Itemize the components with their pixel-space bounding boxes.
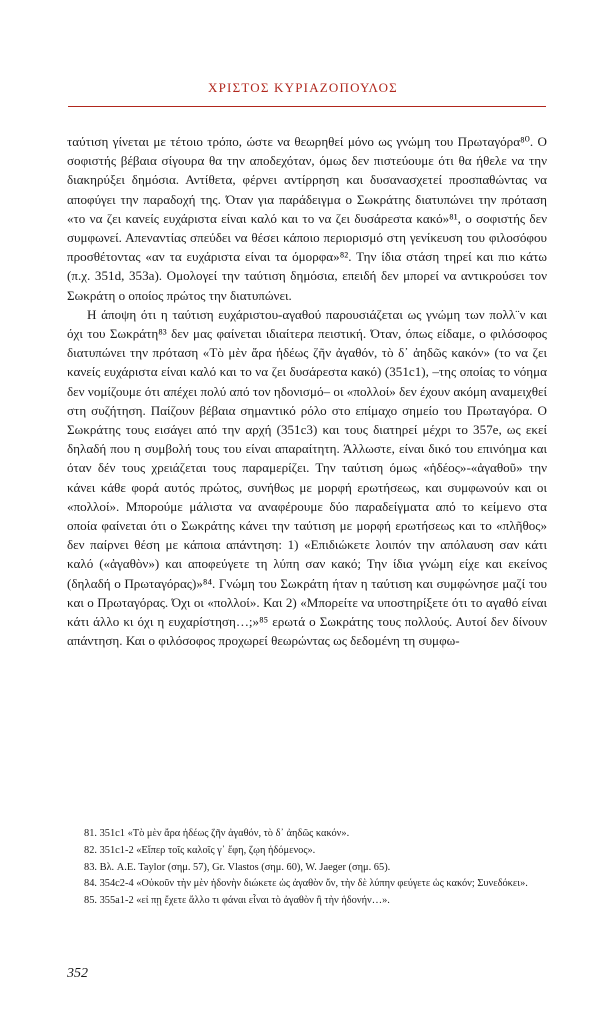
- header-rule: [68, 106, 546, 107]
- footnote-81: 81. 351c1 «Τὸ μὲν ἄρα ἡδέως ζῆν ἀγαθόν, τὸ δ᾿ ἀηδῶς κακόν».: [84, 828, 350, 839]
- paragraph-1: ταύτιση γίνεται με τέτοιο τρόπο, ώστε να θεωρηθεί μόνο ως γνώμη του Πρωταγόρα⁸⁰. Ο σοφιστής βέβαια σίγουρα θα την αποδεχόταν, όμως δεν πιστεύουμε ότι θα ήθελε να την διακηρύξει δημόσια. Αντίθετα, φέρνει αντίρρηση και δυσανασχετεί προσπαθώντας να αποφύγει την παραδοχή της. Όταν για παράδειγμα ο Σωκράτης διατυπώνει την πρόταση «το να ζει κανείς ευχάριστα είναι καλό και το να ζει δυσάρεστα κακό»⁸¹, ο σοφιστής δεν συμφωνεί. Απεναντίας σπεύδει να θέσει κάποιο περιορισμό στη γενίκευση του φιλοσόφου προσθέτοντας «αν τα ευχάριστα είναι τα όμορφα»⁸². Την ίδια στάση τηρεί και πιο κάτω (π.χ. 351d, 353a). Ομολογεί την ταύτιση δημόσια, επειδή δεν μπορεί να αντικρούσει τον Σωκράτη ο οποίος πρώτος την διατυπώνει.: [67, 134, 547, 303]
- footnotes: [67, 826, 547, 910]
- running-head: ΧΡΙΣΤΟΣ ΚΥΡΙΑΖΟΠΟΥΛΟΣ: [208, 80, 398, 95]
- footnote-83: 83. Βλ. A.E. Taylor (σημ. 57), Gr. Vlastos (σημ. 60), W. Jaeger (σημ. 65).: [84, 861, 391, 873]
- footnote-82: 82. 351c1-2 «Εἴπερ τοῖς καλοῖς γ᾿ ἔφη, ζῳη ἡδόμενος».: [84, 844, 316, 856]
- main-text: [67, 132, 547, 650]
- footnote-85: 85. 355a1-2 «εἰ πῃ ἔχετε ἄλλο τι φάναι εἶναι τὸ ἀγαθὸν ἢ τὴν ἡδονήν…».: [84, 895, 390, 907]
- paragraph-2: Η άποψη ότι η ταύτιση ευχάριστου-αγαθού παρουσιάζεται ως γνώμη των πολλ¨ν και όχι του Σωκράτη⁸³ δεν μας φαίνεται ιδιαίτερα πειστική. Όταν, όπως είδαμε, ο φιλόσοφος διατυπώνει την πρόταση «Τὸ μὲν ἄρα ἡδέως ζῆν ἀγαθόν, τὸ δ᾿ ἀηδῶς κακόν» (το να ζει κανείς ευχάριστα είναι καλό και το να ζει δυσάρεστα κακό) (351c1), –της οποίας το νόημα δεν νομίζουμε ότι απέχει πολύ από τον ηδονισμό– οι «πολλοί» δεν έχουν ακόμη αναμειχθεί στη συζήτηση. Παίζουν βέβαια σημαντικό ρόλο στο επίμαχο σημείο του Πρωταγόρα. Ο Σωκράτης τους εισάγει από την αρχή (351c3) και τους διατηρεί μέχρι το 357e, ως εκεί δηλαδή που η συμβολή τους του είναι απαραίτητη. Άλλωστε, είναι δικό του επινόημα και όταν δέν τους χρειάζεται τους παραμερίζει. Την ταύτιση όμως «ἡδέος»-«ἀγαθοῦ» την κάνει κάθε φορά αυτός πρώτος, συνήθως με μορφή ερωτήσεως, και συμφωνούν και οι «πολλοί». Μπορούμε μάλιστα να αναφέρουμε δύο παραδείγματα από το κείμενο στα οποία φαίνεται ότι ο Σωκράτης κάνει την ταύτιση με μορφή ερωτήσεως και το «πλῆθος» δεν παίρνει θέση με κάποια απάντηση: 1) «Επιδιώκετε λοιπόν την απόλαυση σαν κάτι καλό («ἀγαθὸν») και αποφεύγετε τη λύπη σαν κακό; Την ίδια γνώμη είχε και εκείνος (δηλαδή ο Πρωταγόρας)»⁸⁴. Γνώμη του Σωκράτη ήταν η ταύτιση και συμφώνησε μαζί του και ο Πρωταγόρας. Όχι οι «πολλοί». Και 2) «Μπορείτε να υποστηρίξετε ότι το αγαθό είναι κάτι άλλο κι όχι η ευχαρίστηση…;»⁸⁵ ερωτά ο Σωκράτης τους πολλούς. Αυτοί δεν δίνουν απάντηση. Και ο φιλόσοφος προχωρεί θεωρώντας ως δεδομένη τη συμφω-: [67, 306, 547, 649]
- footnote-84: 84. 354c2-4 «Οὐκοῦν τὴν μὲν ἡδονὴν διώκετε ὡς ἀγαθὸν ὄν, τὴν δὲ λύπην φεύγετε ὡς κακόν; Συνεδόκει».: [84, 878, 528, 890]
- page-number: 352: [67, 966, 88, 981]
